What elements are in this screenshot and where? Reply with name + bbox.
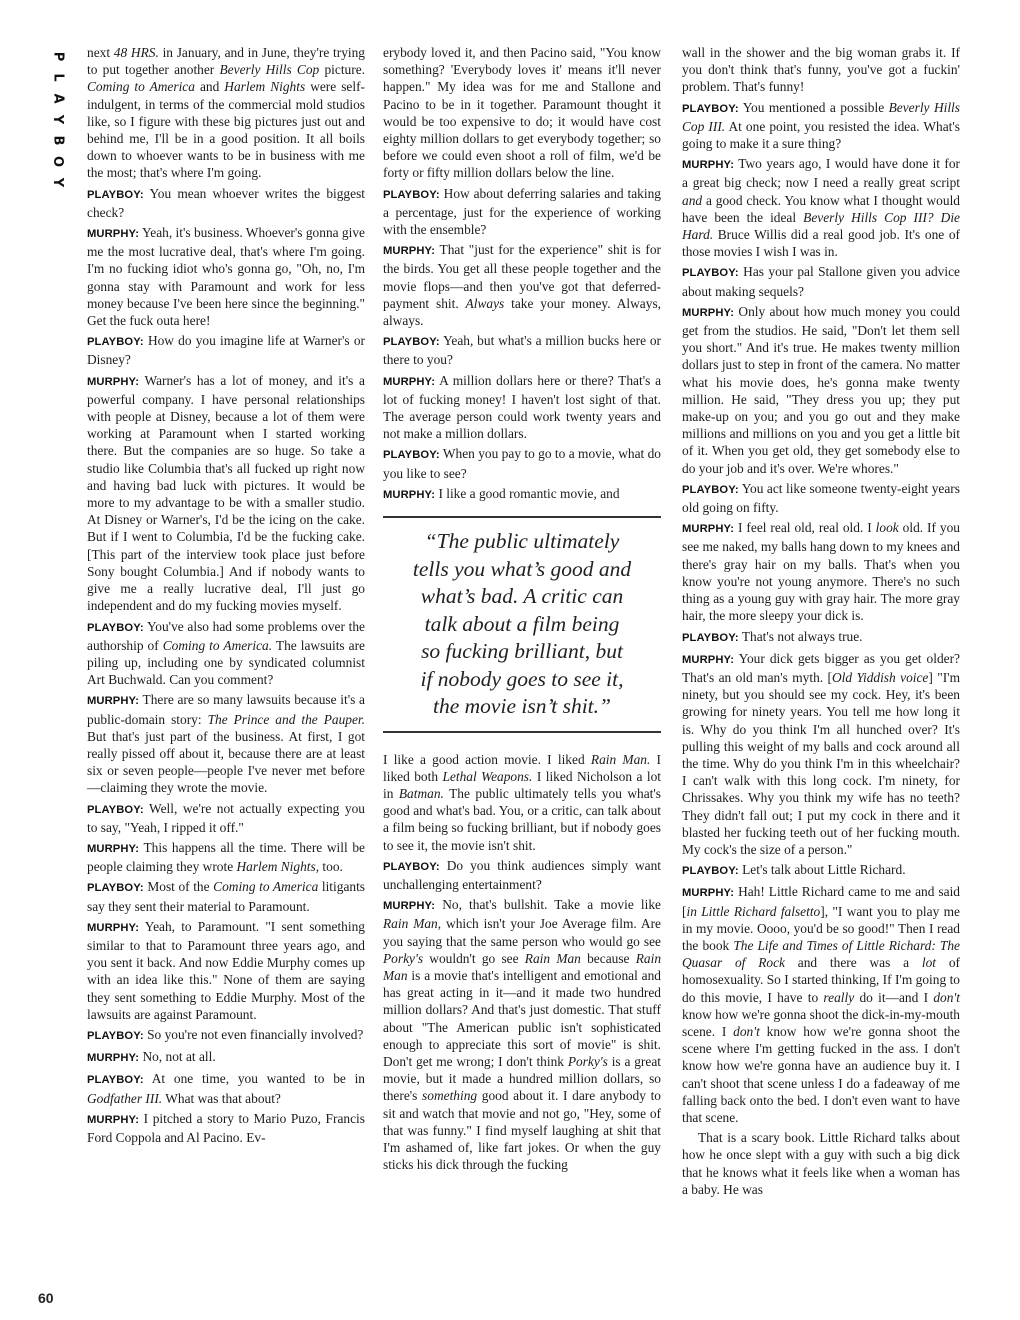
paragraph-text: That's not always true. [741,628,863,644]
paragraph-text: I like a good action movie. I liked Rain Man. I liked both Lethal Weapons. I liked Nicholson a lot in Batman. The public ultimately tells you what's good and what's bad. You, or a critic, can talk about a film being so fucking brilliant, but if nobody goes to see it, the movie isn't shit. [383,751,662,853]
speaker-label: MURPHY: [87,375,140,388]
speaker-label: MURPHY: [87,1113,140,1126]
pull-quote [383,516,661,733]
paragraph-text: Only about how much money you could get from the studios. He said, "Don't let them sell you short." And it's true. He makes twenty million dollars just to step in front of the camera. No matter what his movie does, he's gonna make twenty million. He said, "They dress you up; they put make-up on you; and you go out and they make millions and millions on you and you get a little bit of it. When you get old, they get somebody else to do your job and it's over. We're whores." [682,303,960,476]
text-paragraph [383,751,661,854]
magazine-sidebar-logo [40,46,76,193]
question-paragraph [87,332,365,368]
pull-quote-line: the movie isn’t shit.” [433,694,611,719]
speaker-label: MURPHY: [383,900,436,913]
speaker-label: MURPHY: [383,375,436,388]
speaker-label: PLAYBOY: [87,621,144,634]
sidebar-letter: B [50,135,66,146]
paragraph-text: How about deferring salaries and taking a percentage, just for the experience of working with the ensemble? [383,185,661,238]
speaker-label: MURPHY: [87,228,140,241]
sidebar-letter: Y [50,114,66,125]
paragraph-text: You mean whoever writes the biggest check? [87,185,365,220]
sidebar-letter: L [50,73,66,82]
question-paragraph [682,628,960,647]
speaker-label: PLAYBOY: [682,267,739,280]
question-paragraph [87,1026,365,1045]
paragraph-text: No, that's bullshit. Take a movie like Rain Man, which isn't your Joe Average film. Are you saying that the same person who would go see Porky's wouldn't go see Rain Man because Rain Man is a movie that's intelligent and emotional and has great acting in it—and it made two hundred million dollars? And that's just domestic. That stuff about "The American public isn't sophisticated enough to appreciate this sort of movie" is shit. Don't get me wrong; I don't think Porky's is a great movie, but it made a hundred million dollars, so there's something good about it. I dare anybody to sit and watch that movie and not go, "Hey, some of that was funny." I find myself laughing at shit that I'm ashamed of, like fart jokes. Or when the guy sticks his dick through the fucking [383,897,662,1173]
paragraph-text: I like a good romantic movie, and [438,485,620,501]
speaker-label: PLAYBOY: [682,865,739,878]
paragraph-text: So you're not even financially involved? [147,1026,364,1042]
speaker-label: MURPHY: [682,159,735,172]
question-paragraph [682,99,960,153]
answer-paragraph [682,155,960,260]
paragraph-text: Well, we're not actually expecting you to say, "Yeah, I ripped it off." [87,800,365,835]
question-paragraph [87,1070,365,1106]
sidebar-letter: P [50,51,66,62]
question-paragraph [87,618,365,689]
question-paragraph [87,185,365,221]
answer-paragraph [383,372,661,443]
answer-paragraph [87,839,365,875]
speaker-label: MURPHY: [87,695,140,708]
paragraph-text: Yeah, it's business. Whoever's gonna give me the most lucrative deal, that's where I'm going. I'm no fucking idiot who's gonna go, "Oh, no, I'm gonna stay with Paramount and work for less money because I've been here since the beginning." Get the fuck outa here! [87,225,365,329]
paragraph-text: That "just for the experience" shit is for the birds. You get all these people together and the movie flops—and then you've got that deferred-payment shit. Always take your money. Always, always. [383,242,661,329]
speaker-label: PLAYBOY: [87,1074,144,1087]
pull-quote-line: tells you what’s good and [412,556,632,581]
article-column-2 [383,44,661,1176]
paragraph-text: A million dollars here or there? That's a lot of fucking money! I haven't lost sight of that. The average person could work twenty years and not make a million dollars. [383,372,662,442]
paragraph-text: I feel real old, real old. I look old. If you see me naked, my balls hang down to my knees and there's gray hair on my balls. That's when you know you're not young anymore. There's no such thing as a young guy with gray hair. The more gray hair, the more sleepy your dick is. [682,520,961,624]
paragraph-text: You act like someone twenty-eight years old going on fifty. [682,480,960,516]
question-paragraph [383,332,661,368]
page-number: 60 [38,1290,54,1306]
answer-paragraph [682,883,960,1126]
answer-paragraph [682,650,960,858]
paragraph-text: You've also had some problems over the authorship of Coming to America. The lawsuits are piling up, including one by syndicated columnist Art Buchwald. Can you comment? [87,618,366,688]
speaker-label: MURPHY: [383,488,436,501]
paragraph-text: How do you imagine life at Warner's or Disney? [87,333,365,368]
paragraph-text: Has your pal Stallone given you advice about making sequels? [682,264,960,299]
pull-quote-line: what’s bad. A critic can [420,584,624,609]
article-column-1 [87,44,365,1149]
speaker-label: MURPHY: [383,245,436,258]
paragraph-text: That is a scary book. Little Richard talks about how he once slept with a guy with such a big dick that he knows what it feels like when a woman has a baby. He was [682,1130,960,1197]
speaker-label: PLAYBOY: [87,882,144,895]
speaker-label: PLAYBOY: [383,860,440,873]
paragraph-text: This happens all the time. There will be people claiming they wrote Harlem Nights, too. [87,839,365,875]
answer-paragraph [87,691,365,796]
question-paragraph [383,185,661,239]
speaker-label: PLAYBOY: [682,102,739,115]
speaker-label: PLAYBOY: [383,449,440,462]
speaker-label: PLAYBOY: [87,188,144,201]
answer-paragraph [87,372,365,615]
question-paragraph [682,263,960,299]
text-paragraph [682,1129,960,1198]
question-paragraph [682,480,960,516]
paragraph-text: Hah! Little Richard came to me and said [in Little Richard falsetto], "I want you to play me in my movie. Oooo, you'd be so good!" Then I read the book The Life and Times of Little Richard: The Quasar of Rock and there was a lot of homosexuality. So I started thinking, If I'm going to do this movie, I have to really do it—and I don't know how we're gonna shoot the dick-in-my-mouth scene. I don't know how we're gonna shoot the scene where I'm getting fucked in the ass. I don't know how we're gonna have an audience buy it. I can't shoot that scene unless I do a fadeaway of me falling back onto the bed. I don't even want to have that scene. [682,884,960,1125]
speaker-label: MURPHY: [682,887,735,900]
speaker-label: PLAYBOY: [383,188,440,201]
speaker-label: MURPHY: [682,306,735,319]
speaker-label: PLAYBOY: [682,483,739,496]
sidebar-letter: Y [50,177,66,188]
column-2-bottom-text [383,751,661,1174]
speaker-label: PLAYBOY: [383,336,440,349]
question-paragraph [87,878,365,914]
paragraph-text: Do you think audiences simply want unchallenging entertainment? [383,857,661,892]
paragraph-text: No, not at all. [142,1049,216,1065]
answer-paragraph [87,1048,365,1067]
speaker-label: MURPHY: [87,921,140,934]
answer-paragraph [87,224,365,329]
answer-paragraph [87,1110,365,1146]
paragraph-text: At one time, you wanted to be in Godfather III. What was that about? [87,1071,366,1106]
pull-quote-line: “The public ultimately [424,529,620,554]
paragraph-text: Yeah, to Paramount. "I sent something similar to that to Paramount three years ago, and you sent it back. And now Eddie Murphy comes up with an idea like this." None of them are saying they sent something to Eddie Murphy. Most of the lawsuits are against Paramount. [87,918,365,1022]
pull-quote-line: talk about a film being [424,611,620,636]
paragraph-text: wall in the shower and the big woman grabs it. If you don't think that's funny, you've got a fuckin' problem. That's funny! [682,45,960,95]
paragraph-text: Let's talk about Little Richard. [742,862,906,878]
paragraph-text: Yeah, but what's a million bucks here or there to you? [383,333,661,368]
paragraph-text: I pitched a story to Mario Puzo, Francis Ford Coppola and Al Pacino. Ev- [87,1110,365,1145]
article-column-3 [682,44,960,1201]
paragraph-text: erybody loved it, and then Pacino said, "You know something? 'Everybody loves it' means it'll never happen." My idea was for me and Stallone and Pacino to be in it together. Paramount thought it would be too expensive to do; it would have cost eighty million dollars to get everybody together; so before we could even shoot a roll of film, we'd be forty or fifty million dollars below the line. [383,45,661,181]
question-paragraph [383,857,661,893]
question-paragraph [383,445,661,481]
speaker-label: PLAYBOY: [87,336,144,349]
paragraph-text: There are so many lawsuits because it's a public-domain story: The Prince and the Pauper. But that's just part of the business. At first, I got really pissed off about it, because there are at least six or seven people—people I've never met before—claiming they wrote the movie. [87,692,365,796]
sidebar-letter: O [50,155,66,168]
paragraph-text: Warner's has a lot of money, and it's a powerful company. I have personal relationships with people at Disney, because a lot of them were working at Paramount when I started working there. But the companies are so huge. So take a studio like Columbia that's all fucked up right now and having bad luck with pictures. It would be more to my advantage to be with a smaller studio. At Disney or Warner's, I'd be the icing on the cake. But if I went to Columbia, I'd be the fucking cake. [This part of the interview took place just before Sony bought Columbia.] And if nobody wants to give me a really lucrative deal, I'll just go independent and do my fucking movies myself. [87,372,365,614]
answer-paragraph [383,241,661,329]
paragraph-text: Your dick gets bigger as you get older? That's an old man's myth. [Old Yiddish voice] "I'm ninety, but you should see my cock. Hey, it's been growing for ninety years. You tell me how long it is. Why do you think I'm all hunched over? It's pulling this weight of my balls and cock around all the time. Why do you think I'm in this wheelchair? I can't walk with this long cock. I'm ninety, for Chrissakes. Why you think my wife has no teeth? They didn't fall out; I put my cock in there and it blasted her fucking teeth out of her fucking mouth. My cock's the size of a person." [682,650,961,857]
speaker-label: MURPHY: [87,1052,140,1065]
speaker-label: PLAYBOY: [682,631,739,644]
question-paragraph [682,861,960,880]
answer-paragraph [383,485,661,504]
speaker-label: MURPHY: [87,842,140,855]
answer-paragraph [383,896,661,1173]
answer-paragraph [87,918,365,1023]
speaker-label: MURPHY: [682,653,735,666]
speaker-label: PLAYBOY: [87,803,144,816]
pull-quote-line: if nobody goes to see it, [420,666,624,691]
question-paragraph [87,800,365,836]
text-paragraph [682,44,960,96]
pull-quote-line: so fucking brilliant, but [421,639,623,664]
answer-paragraph [682,519,960,624]
speaker-label: MURPHY: [682,523,735,536]
answer-paragraph [682,303,960,477]
text-paragraph [383,44,661,182]
paragraph-text: Two years ago, I would have done it for a great big check; now I need a really great script and a good check. You know what I thought would have been the ideal Beverly Hills Cop III? Die Hard. Bruce Willis did a real good job. It's one of those movies I wish I was in. [682,156,961,260]
paragraph-text: When you pay to go to a movie, what do you like to see? [383,446,661,481]
sidebar-letter: A [50,93,66,104]
speaker-label: PLAYBOY: [87,1029,144,1042]
text-paragraph [87,44,365,182]
paragraph-text: next 48 HRS. in January, and in June, they're trying to put together another Beverly Hills Cop picture. Coming to America and Harlem Nights were self-indulgent, in terms of the commercial mold studios like, so I figure with these big pictures just out and behind me, I'll be in a good position. It all boils down to whoever wants to be in business with me the most; that's where I'm going. [87,45,366,181]
paragraph-text: Most of the Coming to America litigants say they sent their material to Paramount. [87,879,366,914]
column-2-top-text [383,44,661,504]
paragraph-text: You mentioned a possible Beverly Hills Cop III. At one point, you resisted the idea. What's going to make it a sure thing? [682,99,960,152]
